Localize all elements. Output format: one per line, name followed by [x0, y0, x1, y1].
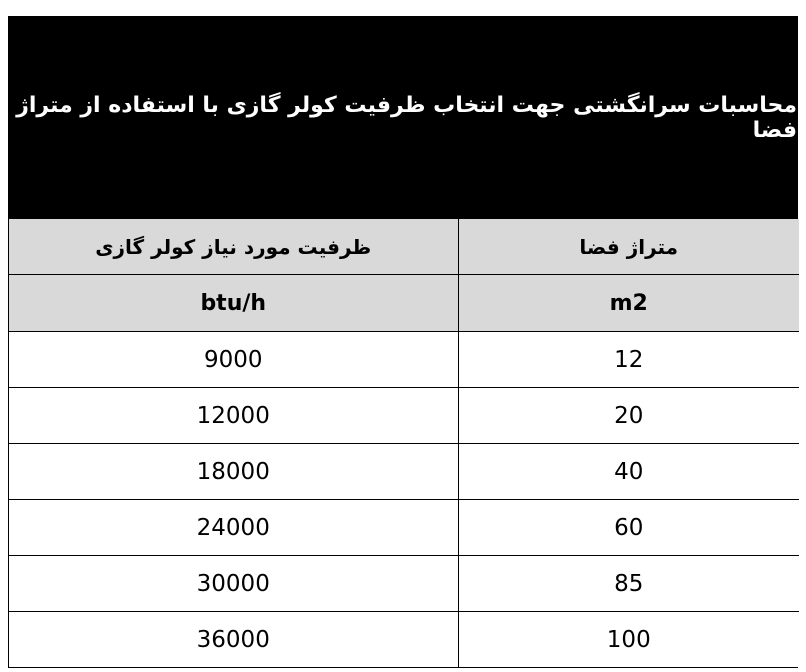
- area-cell: 60: [458, 500, 799, 556]
- table-row: [9, 444, 799, 500]
- capacity-cell: 24000: [9, 500, 458, 556]
- capacity-cell: 30000: [9, 556, 458, 612]
- area-cell: 100: [458, 612, 799, 668]
- capacity-unit: btu/h: [9, 275, 458, 332]
- area-unit: m2: [458, 275, 799, 332]
- table-row: [9, 388, 799, 444]
- table-row: [9, 556, 799, 612]
- table-row: [9, 500, 799, 556]
- area-cell: 85: [458, 556, 799, 612]
- header-row: [9, 219, 799, 275]
- ac-capacity-table: [8, 16, 798, 668]
- capacity-cell: 36000: [9, 612, 458, 668]
- table-row: [9, 612, 799, 668]
- capacity-cell: 18000: [9, 444, 458, 500]
- capacity-column-header: ظرفیت مورد نیاز کولر گازی: [9, 219, 458, 275]
- area-cell: 40: [458, 444, 799, 500]
- area-cell: 12: [458, 332, 799, 388]
- area-column-header: متراژ فضا: [458, 219, 799, 275]
- unit-row: [9, 275, 799, 332]
- table-row: [9, 332, 799, 388]
- capacity-grid: [9, 219, 799, 667]
- capacity-cell: 12000: [9, 388, 458, 444]
- table-title: محاسبات سرانگشتی جهت انتخاب ظرفیت کولر گازی با استفاده از متراژ فضا: [9, 17, 797, 219]
- area-cell: 20: [458, 388, 799, 444]
- capacity-cell: 9000: [9, 332, 458, 388]
